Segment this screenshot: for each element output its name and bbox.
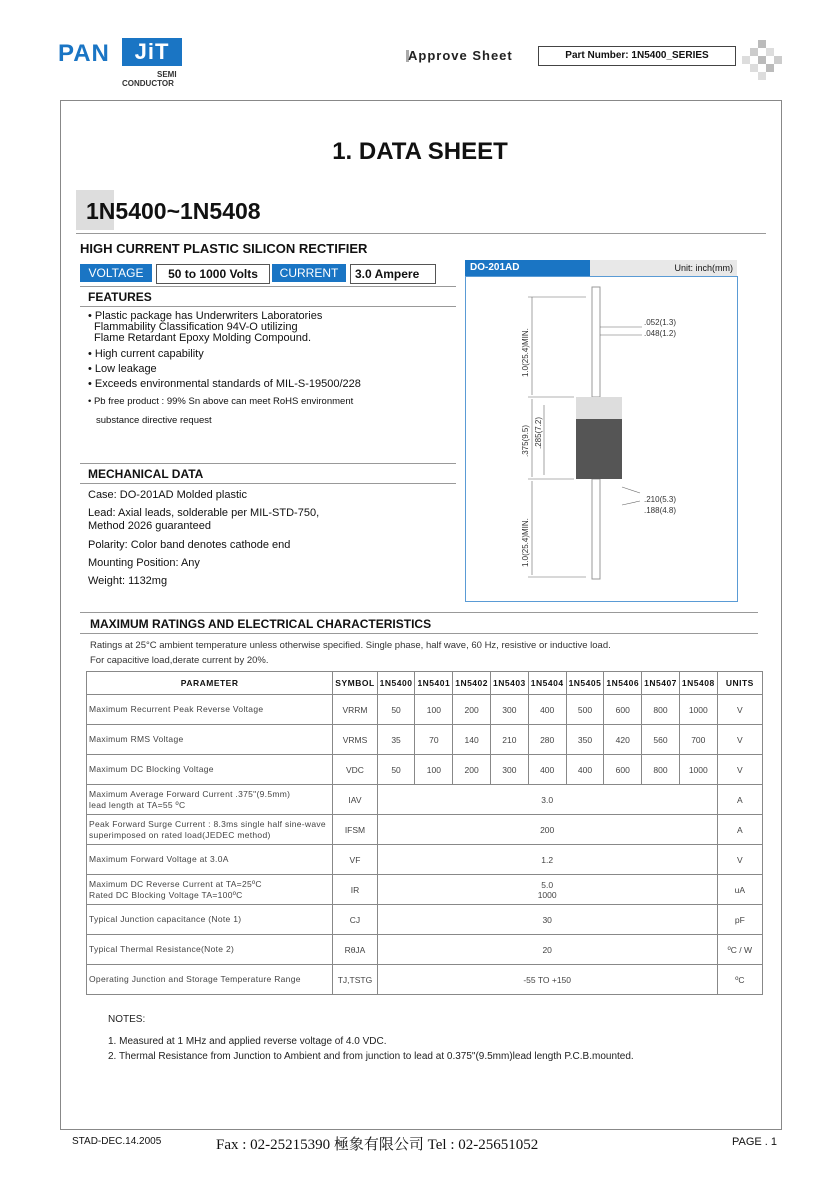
symbol-cell: VDC bbox=[333, 755, 377, 785]
value-cell: 50 bbox=[377, 695, 415, 725]
unit-cell: ºC / W bbox=[717, 935, 762, 965]
col-header: 1N5406 bbox=[604, 672, 642, 695]
mechanical-item: Lead: Axial leads, solderable per MIL-STD-750, bbox=[88, 507, 320, 519]
footer-page-number: PAGE . 1 bbox=[732, 1136, 778, 1148]
feature-item: • Pb free product : 99% Sn above can meet RoHS environment bbox=[88, 396, 354, 407]
symbol-cell: VF bbox=[333, 845, 377, 875]
footer-contact: Fax : 02-25215390 極象有限公司 Tel : 02-25651052 bbox=[216, 1137, 539, 1153]
value-cell: 1000 bbox=[679, 755, 717, 785]
table-row bbox=[87, 965, 763, 995]
table-row bbox=[87, 845, 763, 875]
notes-heading: NOTES: bbox=[108, 1014, 146, 1025]
logo-semi-text: SEMI bbox=[157, 70, 177, 79]
features-rule-bottom bbox=[80, 306, 456, 307]
part-range: 1N5400~1N5408 bbox=[86, 198, 261, 224]
ratings-derating: For capacitive load,derate current by 20%. bbox=[90, 655, 269, 666]
decorative-squares-icon bbox=[742, 40, 782, 80]
dim-lead-length-bottom: 1.0(25.4)MIN. bbox=[521, 518, 530, 567]
dim-lead-length-top: 1.0(25.4)MIN. bbox=[521, 328, 530, 377]
dim-body-dia-min: .188(4.8) bbox=[644, 506, 677, 515]
feature-item: substance directive request bbox=[96, 415, 212, 426]
dim-body-dia-max: .210(5.3) bbox=[644, 495, 677, 504]
value-cell: 420 bbox=[604, 725, 642, 755]
value-line: 1.2 bbox=[541, 854, 554, 865]
table-row bbox=[87, 785, 763, 815]
parameter-line: Maximum Forward Voltage at 3.0A bbox=[89, 854, 229, 864]
value-cell bbox=[377, 875, 717, 905]
value-line: 1000 bbox=[537, 889, 557, 900]
parameter-line: superimposed on rated load(JEDEC method) bbox=[89, 829, 271, 840]
table-row bbox=[87, 935, 763, 965]
feature-item: • Plastic package has Underwriters Laboratories bbox=[88, 310, 323, 322]
value-cell: 350 bbox=[566, 725, 604, 755]
unit-cell: A bbox=[717, 815, 762, 845]
symbol-cell: TJ,TSTG bbox=[333, 965, 377, 995]
value-cell bbox=[377, 845, 717, 875]
unit-cell: uA bbox=[717, 875, 762, 905]
table-row bbox=[87, 875, 763, 905]
value-cell: 400 bbox=[528, 755, 566, 785]
title-rule bbox=[76, 233, 766, 234]
mechanical-item: Mounting Position: Any bbox=[88, 557, 200, 569]
part-number-box: Part Number: 1N5400_SERIES bbox=[538, 46, 736, 66]
value-cell bbox=[377, 935, 717, 965]
parameter-line: lead length at TA=55 ºC bbox=[89, 799, 186, 810]
value-line: 5.0 bbox=[541, 879, 554, 890]
parameter-cell bbox=[87, 935, 333, 965]
value-cell bbox=[377, 905, 717, 935]
value-cell: 600 bbox=[604, 755, 642, 785]
ratings-rule-bottom bbox=[80, 633, 758, 634]
parameter-line: Operating Junction and Storage Temperature Range bbox=[89, 974, 301, 984]
package-unit: Unit: inch(mm) bbox=[590, 260, 737, 276]
product-subtitle: HIGH CURRENT PLASTIC SILICON RECTIFIER bbox=[80, 241, 368, 256]
value-cell: 600 bbox=[604, 695, 642, 725]
ratings-heading: MAXIMUM RATINGS AND ELECTRICAL CHARACTERISTICS bbox=[90, 617, 432, 631]
package-header bbox=[465, 260, 737, 276]
feature-item: Flammability Classification 94V-O utilizing bbox=[94, 321, 298, 333]
parameter-cell bbox=[87, 785, 333, 815]
parameter-line: Peak Forward Surge Current : 8.3ms single half sine-wave bbox=[89, 818, 326, 829]
value-cell: 300 bbox=[491, 695, 529, 725]
value-cell: 200 bbox=[453, 695, 491, 725]
mechanical-heading: MECHANICAL DATA bbox=[88, 467, 204, 481]
package-name: DO-201AD bbox=[465, 260, 590, 276]
parameter-cell bbox=[87, 815, 333, 845]
value-cell: 800 bbox=[642, 695, 680, 725]
package-drawing bbox=[465, 276, 738, 602]
parameter-line: Typical Thermal Resistance(Note 2) bbox=[89, 944, 235, 954]
symbol-cell: IAV bbox=[333, 785, 377, 815]
parameter-line: Rated DC Blocking Voltage TA=100ºC bbox=[89, 889, 243, 900]
voltage-label: VOLTAGE bbox=[80, 264, 152, 282]
unit-cell: A bbox=[717, 785, 762, 815]
footer-doc-code: STAD-DEC.14.2005 bbox=[72, 1136, 162, 1147]
col-header: SYMBOL bbox=[333, 672, 377, 695]
value-cell: 140 bbox=[453, 725, 491, 755]
features-heading: FEATURES bbox=[88, 290, 152, 304]
unit-cell: pF bbox=[717, 905, 762, 935]
symbol-cell: IFSM bbox=[333, 815, 377, 845]
col-header: 1N5404 bbox=[528, 672, 566, 695]
value-line: 20 bbox=[542, 944, 552, 955]
ratings-table bbox=[86, 671, 763, 995]
parameter-cell: Maximum RMS Voltage bbox=[87, 725, 333, 755]
value-cell: 100 bbox=[415, 755, 453, 785]
value-cell: 700 bbox=[679, 725, 717, 755]
parameter-line: Typical Junction capacitance (Note 1) bbox=[89, 914, 242, 924]
value-line: 200 bbox=[540, 824, 555, 835]
feature-item: • Exceeds environmental standards of MIL-S-19500/228 bbox=[88, 378, 361, 390]
value-cell: 35 bbox=[377, 725, 415, 755]
parameter-line: Maximum Average Forward Current .375"(9.5mm) bbox=[89, 788, 291, 799]
unit-cell: V bbox=[717, 845, 762, 875]
parameter-cell bbox=[87, 845, 333, 875]
parameter-line: Maximum DC Reverse Current at TA=25ºC bbox=[89, 878, 262, 889]
symbol-cell: IR bbox=[333, 875, 377, 905]
parameter-cell: Maximum DC Blocking Voltage bbox=[87, 755, 333, 785]
mechanical-item: Polarity: Color band denotes cathode end bbox=[88, 539, 291, 551]
unit-cell: ºC bbox=[717, 965, 762, 995]
features-rule-top bbox=[80, 286, 456, 287]
dim-lead-dia-min: .048(1.2) bbox=[644, 329, 677, 338]
symbol-cell: CJ bbox=[333, 905, 377, 935]
current-label: CURRENT bbox=[272, 264, 346, 282]
unit-cell: V bbox=[717, 725, 762, 755]
col-header: 1N5405 bbox=[566, 672, 604, 695]
value-cell: 210 bbox=[491, 725, 529, 755]
parameter-cell: Maximum Recurrent Peak Reverse Voltage bbox=[87, 695, 333, 725]
dim-lead-dia-max: .052(1.3) bbox=[644, 318, 677, 327]
value-line: -55 TO +150 bbox=[523, 974, 571, 985]
value-cell: 500 bbox=[566, 695, 604, 725]
col-header: 1N5403 bbox=[491, 672, 529, 695]
parameter-cell bbox=[87, 965, 333, 995]
col-header: 1N5408 bbox=[679, 672, 717, 695]
value-cell: 400 bbox=[528, 695, 566, 725]
mechanical-item: Method 2026 guaranteed bbox=[88, 520, 211, 532]
value-cell: 400 bbox=[566, 755, 604, 785]
value-line: 30 bbox=[542, 914, 552, 925]
table-header-row bbox=[87, 672, 763, 695]
table-row bbox=[87, 815, 763, 845]
symbol-cell: VRRM bbox=[333, 695, 377, 725]
value-cell bbox=[377, 815, 717, 845]
symbol-cell: VRMS bbox=[333, 725, 377, 755]
table-row bbox=[87, 755, 763, 785]
value-line: 3.0 bbox=[541, 794, 554, 805]
unit-cell: V bbox=[717, 695, 762, 725]
value-cell: 50 bbox=[377, 755, 415, 785]
value-cell: 1000 bbox=[679, 695, 717, 725]
dim-body-length-max: .375(9.5) bbox=[521, 424, 530, 457]
note-item: 2. Thermal Resistance from Junction to Ambient and from junction to lead at 0.375"(9.5mm)lead length P.C.B.mounted. bbox=[108, 1051, 634, 1062]
parameter-cell bbox=[87, 875, 333, 905]
logo-pan-text: PAN bbox=[58, 40, 110, 67]
logo-jit-text: JiT bbox=[122, 38, 182, 66]
value-cell: 100 bbox=[415, 695, 453, 725]
approve-sheet-label: Approve Sheet bbox=[408, 48, 513, 63]
current-value: 3.0 Ampere bbox=[350, 264, 436, 284]
common-value-rows bbox=[87, 785, 763, 995]
value-cell: 200 bbox=[453, 755, 491, 785]
value-cell: 800 bbox=[642, 755, 680, 785]
feature-item: • High current capability bbox=[88, 348, 204, 360]
mechanical-rule-bottom bbox=[80, 483, 456, 484]
col-header: 1N5402 bbox=[453, 672, 491, 695]
value-cell: 560 bbox=[642, 725, 680, 755]
mechanical-rule-top bbox=[80, 463, 456, 464]
table-row bbox=[87, 695, 763, 725]
parameter-cell bbox=[87, 905, 333, 935]
feature-item: • Low leakage bbox=[88, 363, 157, 375]
per-device-rows bbox=[87, 695, 763, 785]
unit-cell: V bbox=[717, 755, 762, 785]
value-cell bbox=[377, 785, 717, 815]
logo-conductor-text: CONDUCTOR bbox=[122, 79, 174, 88]
col-header: 1N5400 bbox=[377, 672, 415, 695]
voltage-value: 50 to 1000 Volts bbox=[156, 264, 270, 284]
dim-body-length-min: .285(7.2) bbox=[534, 416, 543, 449]
ratings-conditions: Ratings at 25°C ambient temperature unless otherwise specified. Single phase, half wave, 60 Hz, resistive or inductive load. bbox=[90, 640, 611, 651]
col-header: PARAMETER bbox=[87, 672, 333, 695]
symbol-cell: RθJA bbox=[333, 935, 377, 965]
value-cell: 70 bbox=[415, 725, 453, 755]
panjit-logo bbox=[58, 38, 188, 90]
table-row bbox=[87, 725, 763, 755]
feature-item: Flame Retardant Epoxy Molding Compound. bbox=[94, 332, 312, 344]
page-title: 1. DATA SHEET bbox=[332, 138, 508, 165]
mechanical-item: Case: DO-201AD Molded plastic bbox=[88, 489, 247, 501]
table-row bbox=[87, 905, 763, 935]
col-header: 1N5401 bbox=[415, 672, 453, 695]
note-item: 1. Measured at 1 MHz and applied reverse voltage of 4.0 VDC. bbox=[108, 1036, 387, 1047]
mechanical-item: Weight: 1132mg bbox=[88, 575, 168, 587]
diode-outline-drawing bbox=[466, 277, 737, 601]
col-header: UNITS bbox=[717, 672, 762, 695]
value-cell: 300 bbox=[491, 755, 529, 785]
value-cell: 280 bbox=[528, 725, 566, 755]
ratings-rule-top bbox=[80, 612, 758, 613]
value-cell bbox=[377, 965, 717, 995]
col-header: 1N5407 bbox=[642, 672, 680, 695]
